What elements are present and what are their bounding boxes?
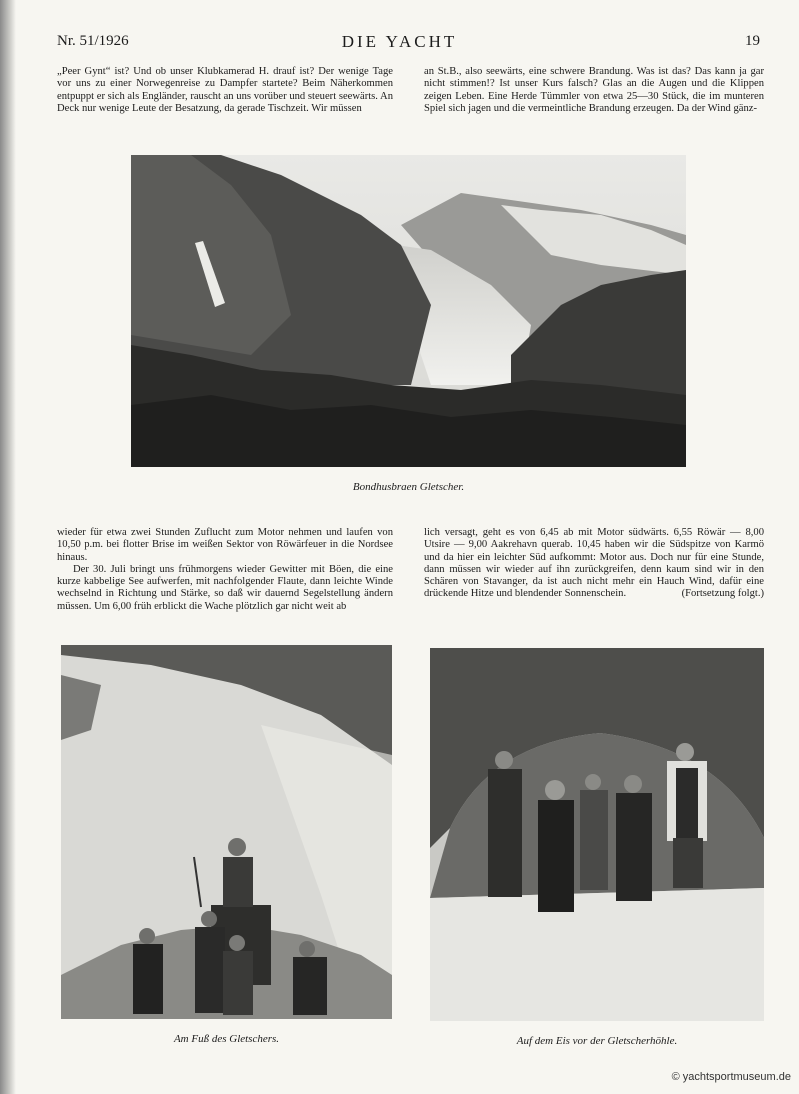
copyright-watermark: © yachtsportmuseum.de: [671, 1071, 791, 1083]
paragraph: wieder für etwa zwei Stunden Zuflucht zum Motor nehmen und laufen von 10,50 p.m. bei flotter Brise im weißen Sektor von Röwärfeuer in die Nordsee hinaus.: [57, 527, 393, 563]
glacier-photo-caption: Bondhusbraen Gletscher.: [352, 481, 465, 493]
page-number: 19: [745, 33, 760, 49]
issue-number: Nr. 51/1926: [57, 33, 129, 49]
paragraph: an St.B., also seewärts, eine schwere Brandung. Was ist das? Das kann ja gar nicht stimmen!? Ist unser Kurs falsch? Glas an die Augen und die Klippen zeigen Leben. Eine Herde Tümmler von etwa 25—30 Stück, die im munteren Spiel sich jagen und die vermeintliche Brandung erzeugen. Da der Wind gänz-: [424, 66, 764, 114]
glacier-foot-group-photo: [61, 645, 392, 1019]
running-title: DIE YACHT: [341, 32, 458, 51]
paragraph: Der 30. Juli bringt uns frühmorgens wieder Gewitter mit Böen, die eine kurze kabbelige See aufwerfen, mit nachfolgender Flaute, dann leichte Winde wechselnd in Richtung und Stärke, so daß wir dauernd Segelstellung ändern müssen. Um 6,00 früh erblickt die Wache plötzlich gar nicht weit ab: [57, 563, 393, 612]
glacier-cave-group-photo: [430, 648, 764, 1021]
text-column-top-right: [424, 66, 764, 115]
scan-edge-shadow: [0, 0, 16, 1094]
continued-note: (Fortsetzung folgt.): [681, 588, 764, 600]
text-column-top-left: [57, 66, 393, 115]
text-column-middle-right: [424, 527, 764, 601]
text-column-middle-left: [57, 527, 393, 613]
glacier-photo: [131, 155, 686, 467]
glacier-foot-photo-caption: Am Fuß des Gletschers.: [173, 1033, 280, 1045]
paragraph: „Peer Gynt“ ist? Und ob unser Klubkamerad H. drauf ist? Der wenige Tage vor uns zu einer Norwegenreise zu Dampfer startete? Beim Näherkommen entpuppt er sich als Engländer, rauscht an uns vorüber und steuert seewärts. An Deck nur wenige Leute der Besatzung, da gerade Tischzeit. Wir müssen: [57, 66, 393, 114]
glacier-cave-photo-caption: Auf dem Eis vor der Gletscherhöhle.: [516, 1035, 678, 1047]
paragraph-text: lich versagt, geht es von 6,45 ab mit Motor südwärts. 6,55 Röwär — 8,00 Utsire — 9,00 Aakrehavn querab. 10,45 haben wir die Südspitze von Karmö und da hier ein leichter Süd aufkommt: Motor aus. Doch nur für eine Stunde, dann müssen wir wieder auf ihn zurückgreifen, denn kaum sind wir in den Schären von Stavanger, da ist auch nicht mehr ein Hauch Wind, dafür eine drückende Hitze und blendender Sonnenschein.: [424, 527, 764, 600]
paragraph: [424, 527, 764, 601]
